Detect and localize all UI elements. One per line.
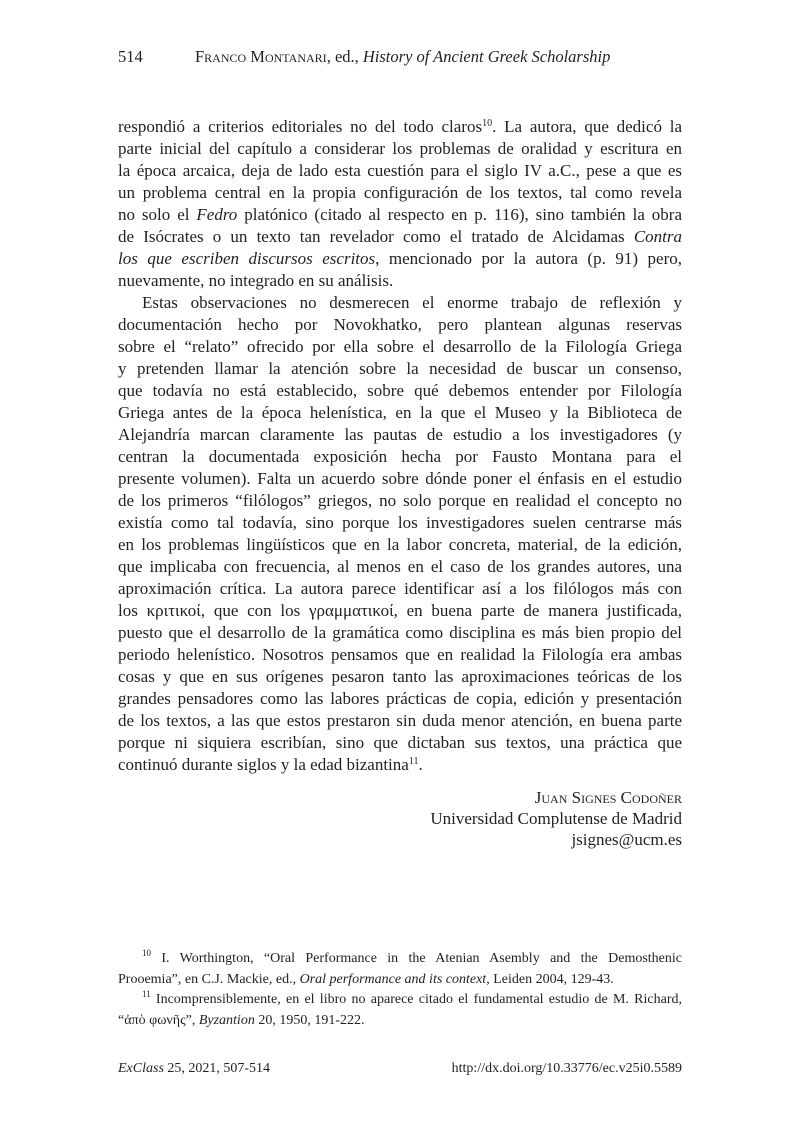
text-line: [118, 292, 682, 314]
text-run[interactable]: porque ni siquiera escribían, sino que dictaban sus textos, una práctica que: [118, 733, 682, 752]
text-run[interactable]: en los problemas lingüísticos que en la labor concreta, material, de la edición,: [118, 535, 682, 554]
footnote-marker[interactable]: 11: [142, 989, 151, 999]
author-name: Juan Signes Codoñer: [534, 788, 682, 807]
text-run[interactable]: . La autora, que dedicó la: [492, 117, 682, 136]
text-line: [118, 688, 682, 710]
author-email[interactable]: jsignes@ucm.es: [571, 830, 682, 849]
text-run[interactable]: aproximación crítica. La autora parece identificar así a los filólogos más con: [118, 579, 682, 598]
signature-block: [430, 787, 682, 850]
text-run[interactable]: parte inicial del capítulo a considerar los problemas de oralidad y escritura en: [118, 139, 682, 158]
text-line: [118, 732, 682, 754]
text-run[interactable]: I. Worthington, “Oral Performance in the Atenian Asembly and the Demosthenic: [151, 951, 682, 966]
text-run[interactable]: documentación hecho por Novokhatko, pero plantean algunas reservas: [118, 315, 682, 334]
text-line: [118, 534, 682, 556]
running-title: [195, 47, 610, 67]
text-run[interactable]: existía como tal todavía, sino porque los investigadores suelen centrarse más: [118, 513, 682, 532]
doi-link[interactable]: http://dx.doi.org/10.33776/ec.v25i0.5589: [451, 1061, 682, 1076]
review-body-text: [118, 116, 682, 776]
text-run[interactable]: grandes pensadores como las labores prácticas de copia, edición y presentación: [118, 689, 682, 708]
text-line: [118, 578, 682, 600]
text-line: [118, 710, 682, 732]
italic-text: Byzantion: [198, 1012, 255, 1028]
text-line: [118, 182, 682, 204]
text-line: [118, 314, 682, 336]
text-run[interactable]: Prooemia”, en C.J. Mackie, ed.,: [118, 971, 300, 987]
journal-citation: [118, 1061, 270, 1077]
text-run[interactable]: de los textos, a las que estos prestaron sin duda menor atención, en buena parte: [118, 711, 682, 730]
text-line: [118, 226, 682, 248]
text-line: [118, 1011, 682, 1032]
footnote-marker[interactable]: 11: [408, 756, 419, 767]
text-run[interactable]: .: [418, 755, 423, 774]
text-line: [118, 512, 682, 534]
text-run[interactable]: Alejandría marcan claramente las pautas de estudio a los investigadores (y: [118, 425, 682, 444]
text-run[interactable]: “ἀπὸ φωνῆς”,: [118, 1012, 199, 1028]
text-run[interactable]: puesto que el desarrollo de la gramática como disciplina es más bien propio del: [118, 623, 682, 642]
editor-name: Franco Montanari: [195, 47, 327, 66]
text-run[interactable]: de Isócrates o un texto tan revelador como el tratado de Alcidamas: [118, 227, 634, 246]
text-line: [118, 116, 682, 138]
text-run[interactable]: platónico (citado al respecto en p. 116), sino también la obra: [237, 205, 683, 224]
text-line: [118, 490, 682, 512]
text-line: [118, 949, 682, 970]
text-line: [118, 622, 682, 644]
text-line: [118, 468, 682, 490]
text-line: [118, 358, 682, 380]
book-title: History of Ancient Greek Scholarship: [362, 47, 611, 66]
text-line: [118, 160, 682, 182]
text-line: [118, 204, 682, 226]
text-run[interactable]: sobre el “relato” ofrecido por ella sobre el desarrollo de la Filología Griega: [118, 337, 682, 356]
text-line: [118, 970, 682, 991]
text-run[interactable]: presente volumen). Falta un acuerdo sobre dónde poner el énfasis en el estudio: [118, 469, 682, 488]
text-line: [118, 336, 682, 358]
italic-text: Fedro: [196, 205, 238, 224]
text-run[interactable]: los κριτικοί, que con los γραμματικοί, en buena parte de manera justificada,: [118, 601, 682, 620]
text-run[interactable]: Incomprensiblemente, en el libro no aparece citado el fundamental estudio de M. Richard,: [150, 992, 682, 1007]
footnote-marker[interactable]: 10: [482, 118, 493, 129]
text-line: [118, 666, 682, 688]
editor-suffix: , ed.,: [326, 47, 363, 66]
text-run[interactable]: continuó durante siglos y la edad bizantina: [118, 755, 409, 774]
text-run[interactable]: cosas y que en sus orígenes pesaron tanto las aproximaciones teóricas de los: [118, 667, 682, 686]
text-line: [118, 380, 682, 402]
text-line: [118, 644, 682, 666]
italic-text: los que escriben discursos escritos: [118, 249, 376, 268]
citation-details: 25, 2021, 507-514: [163, 1061, 271, 1076]
italic-text: Contra: [633, 227, 682, 246]
footnote-marker[interactable]: 10: [142, 948, 151, 958]
text-run[interactable]: nuevamente, no integrado en su análisis.: [118, 271, 394, 290]
text-run[interactable]: de los primeros “filólogos” griegos, no solo porque en realidad el concepto no: [118, 491, 682, 510]
text-run[interactable]: que implicaba con frecuencia, al menos en el caso de los grandes autores, una: [118, 557, 682, 576]
text-run[interactable]: Estas observaciones no desmerecen el enorme trabajo de reflexión y: [142, 293, 682, 312]
text-run[interactable]: la época arcaica, deja de lado esta cuestión para el siglo IV a.C., pese a que es: [118, 161, 682, 180]
text-line: [118, 424, 682, 446]
text-run[interactable]: centran la documentada exposición hecha por Fausto Montana para el: [118, 447, 682, 466]
text-run[interactable]: , Leiden 2004, 129-43.: [486, 971, 614, 987]
text-line: [118, 270, 682, 292]
text-run[interactable]: Griega antes de la época helenística, en la que el Museo y la Biblioteca de: [118, 403, 682, 422]
footnotes: [118, 949, 682, 1031]
text-line: [118, 138, 682, 160]
text-line: [118, 754, 682, 776]
text-run[interactable]: , mencionado por la autora (p. 91) pero,: [375, 249, 682, 268]
journal-name: ExClass: [118, 1061, 164, 1076]
text-run[interactable]: respondió a criterios editoriales no del todo claros: [118, 117, 483, 136]
text-line: [118, 402, 682, 424]
text-line: [118, 248, 682, 270]
page-number: 514: [118, 47, 143, 66]
text-run[interactable]: y pretenden llamar la atención sobre la necesidad de buscar un consenso,: [118, 359, 682, 378]
text-run[interactable]: 20, 1950, 191-222.: [254, 1012, 365, 1028]
text-run[interactable]: un problema central en la propia configuración de los textos, tal como revela: [118, 183, 682, 202]
author-affiliation: Universidad Complutense de Madrid: [430, 809, 682, 828]
text-line: [118, 446, 682, 468]
text-line: [118, 556, 682, 578]
text-run[interactable]: que todavía no está establecido, sobre qué debemos entender por Filología: [118, 381, 682, 400]
italic-text: Oral performance and its context: [299, 971, 487, 987]
text-line: [118, 990, 682, 1011]
text-run[interactable]: periodo helenístico. Nosotros pensamos que en realidad la Filología era ambas: [118, 645, 682, 664]
text-run[interactable]: no solo el: [118, 205, 197, 224]
text-line: [118, 600, 682, 622]
